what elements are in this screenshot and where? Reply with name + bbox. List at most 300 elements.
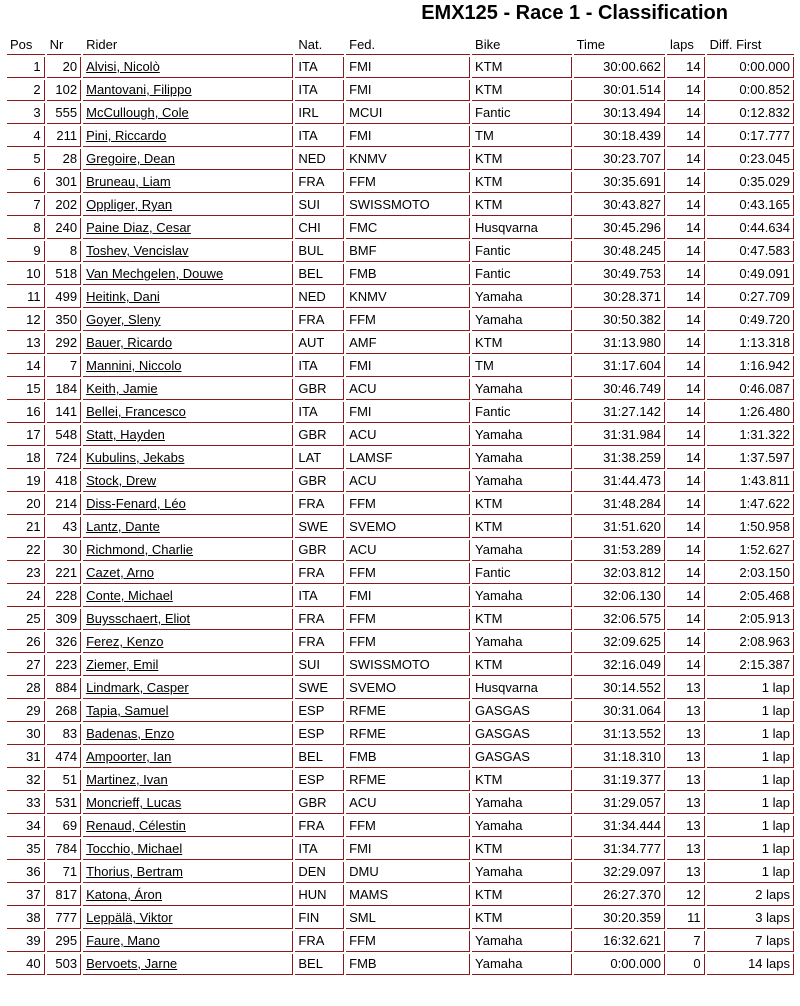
laps-cell: 14 <box>667 448 705 469</box>
diff-cell: 1 lap <box>707 862 794 883</box>
number-cell: 531 <box>47 793 82 814</box>
bike-cell: Fantic <box>472 241 572 262</box>
pos-cell: 4 <box>7 126 45 147</box>
nationality-cell: HUN <box>295 885 344 906</box>
federation-cell: AMF <box>346 333 470 354</box>
diff-cell: 0:44.634 <box>707 218 794 239</box>
diff-cell: 0:46.087 <box>707 379 794 400</box>
col-header-bike: Bike <box>472 34 572 55</box>
bike-cell: KTM <box>472 494 572 515</box>
laps-cell: 14 <box>667 609 705 630</box>
laps-cell: 14 <box>667 103 705 124</box>
nationality-cell: ESP <box>295 724 344 745</box>
rider-link[interactable]: Martinez, Ivan <box>83 770 293 791</box>
pos-cell: 2 <box>7 80 45 101</box>
number-cell: 884 <box>47 678 82 699</box>
laps-cell: 13 <box>667 793 705 814</box>
time-cell: 30:35.691 <box>574 172 665 193</box>
pos-cell: 35 <box>7 839 45 860</box>
bike-cell: Husqvarna <box>472 678 572 699</box>
nationality-cell: IRL <box>295 103 344 124</box>
nationality-cell: ITA <box>295 57 344 78</box>
rider-link[interactable]: Keith, Jamie <box>83 379 293 400</box>
rider-link[interactable]: Pini, Riccardo <box>83 126 293 147</box>
time-cell: 31:44.473 <box>574 471 665 492</box>
nationality-cell: ITA <box>295 586 344 607</box>
federation-cell: DMU <box>346 862 470 883</box>
rider-link[interactable]: Gregoire, Dean <box>83 149 293 170</box>
nationality-cell: CHI <box>295 218 344 239</box>
diff-cell: 2 laps <box>707 885 794 906</box>
pos-cell: 30 <box>7 724 45 745</box>
time-cell: 31:53.289 <box>574 540 665 561</box>
diff-cell: 2:05.468 <box>707 586 794 607</box>
number-cell: 83 <box>47 724 82 745</box>
table-row <box>7 471 794 492</box>
laps-cell: 12 <box>667 885 705 906</box>
number-cell: 784 <box>47 839 82 860</box>
federation-cell: FMB <box>346 264 470 285</box>
time-cell: 30:23.707 <box>574 149 665 170</box>
rider-link[interactable]: Bruneau, Liam <box>83 172 293 193</box>
table-row <box>7 80 794 101</box>
laps-cell: 14 <box>667 655 705 676</box>
laps-cell: 14 <box>667 264 705 285</box>
rider-link[interactable]: Goyer, Sleny <box>83 310 293 331</box>
pos-cell: 34 <box>7 816 45 837</box>
laps-cell: 13 <box>667 839 705 860</box>
bike-cell: GASGAS <box>472 724 572 745</box>
time-cell: 30:28.371 <box>574 287 665 308</box>
laps-cell: 14 <box>667 241 705 262</box>
federation-cell: SWISSMOTO <box>346 655 470 676</box>
laps-cell: 14 <box>667 287 705 308</box>
diff-cell: 0:49.720 <box>707 310 794 331</box>
nationality-cell: FRA <box>295 494 344 515</box>
pos-cell: 22 <box>7 540 45 561</box>
time-cell: 31:34.777 <box>574 839 665 860</box>
federation-cell: FMI <box>346 57 470 78</box>
rider-link[interactable]: Katona, Áron <box>83 885 293 906</box>
laps-cell: 14 <box>667 218 705 239</box>
nationality-cell: NED <box>295 287 344 308</box>
bike-cell: Yamaha <box>472 954 572 975</box>
col-header-time: Time <box>574 34 665 55</box>
time-cell: 30:14.552 <box>574 678 665 699</box>
laps-cell: 14 <box>667 80 705 101</box>
rider-link[interactable]: Thorius, Bertram <box>83 862 293 883</box>
pos-cell: 24 <box>7 586 45 607</box>
number-cell: 30 <box>47 540 82 561</box>
federation-cell: FFM <box>346 609 470 630</box>
time-cell: 30:49.753 <box>574 264 665 285</box>
table-row <box>7 586 794 607</box>
time-cell: 31:34.444 <box>574 816 665 837</box>
nationality-cell: ITA <box>295 356 344 377</box>
laps-cell: 13 <box>667 862 705 883</box>
bike-cell: KTM <box>472 149 572 170</box>
number-cell: 184 <box>47 379 82 400</box>
bike-cell: Yamaha <box>472 287 572 308</box>
number-cell: 350 <box>47 310 82 331</box>
laps-cell: 14 <box>667 379 705 400</box>
number-cell: 295 <box>47 931 82 952</box>
table-row <box>7 540 794 561</box>
pos-cell: 28 <box>7 678 45 699</box>
rider-link[interactable]: Badenas, Enzo <box>83 724 293 745</box>
nationality-cell: LAT <box>295 448 344 469</box>
number-cell: 141 <box>47 402 82 423</box>
table-row <box>7 770 794 791</box>
rider-link[interactable]: Alvisi, Nicolò <box>83 57 293 78</box>
pos-cell: 11 <box>7 287 45 308</box>
rider-link[interactable]: Ferez, Kenzo <box>83 632 293 653</box>
page-title: EMX125 - Race 1 - Classification <box>421 2 728 24</box>
time-cell: 31:18.310 <box>574 747 665 768</box>
diff-cell: 1 lap <box>707 724 794 745</box>
table-row <box>7 310 794 331</box>
bike-cell: KTM <box>472 885 572 906</box>
number-cell: 418 <box>47 471 82 492</box>
number-cell: 202 <box>47 195 82 216</box>
pos-cell: 20 <box>7 494 45 515</box>
federation-cell: KNMV <box>346 287 470 308</box>
diff-cell: 0:23.045 <box>707 149 794 170</box>
classification-rows <box>7 57 794 975</box>
number-cell: 518 <box>47 264 82 285</box>
number-cell: 223 <box>47 655 82 676</box>
rider-link[interactable]: Conte, Michael <box>83 586 293 607</box>
federation-cell: FMI <box>346 126 470 147</box>
rider-link[interactable]: Paine Diaz, Cesar <box>83 218 293 239</box>
bike-cell: Yamaha <box>472 425 572 446</box>
number-cell: 326 <box>47 632 82 653</box>
rider-link[interactable]: Richmond, Charlie <box>83 540 293 561</box>
pos-cell: 23 <box>7 563 45 584</box>
bike-cell: Yamaha <box>472 379 572 400</box>
rider-link[interactable]: Bauer, Ricardo <box>83 333 293 354</box>
number-cell: 817 <box>47 885 82 906</box>
time-cell: 30:20.359 <box>574 908 665 929</box>
diff-cell: 0:17.777 <box>707 126 794 147</box>
bike-cell: KTM <box>472 655 572 676</box>
number-cell: 240 <box>47 218 82 239</box>
diff-cell: 1:50.958 <box>707 517 794 538</box>
diff-cell: 1:13.318 <box>707 333 794 354</box>
pos-cell: 12 <box>7 310 45 331</box>
table-row <box>7 356 794 377</box>
laps-cell: 14 <box>667 172 705 193</box>
federation-cell: ACU <box>346 425 470 446</box>
rider-link[interactable]: Kubulins, Jekabs <box>83 448 293 469</box>
bike-cell: Yamaha <box>472 586 572 607</box>
federation-cell: FMB <box>346 954 470 975</box>
pos-cell: 5 <box>7 149 45 170</box>
table-row <box>7 885 794 906</box>
number-cell: 28 <box>47 149 82 170</box>
classification-table <box>5 32 796 977</box>
number-cell: 499 <box>47 287 82 308</box>
diff-cell: 3 laps <box>707 908 794 929</box>
time-cell: 30:46.749 <box>574 379 665 400</box>
nationality-cell: GBR <box>295 425 344 446</box>
nationality-cell: ITA <box>295 126 344 147</box>
rider-link[interactable]: Mantovani, Filippo <box>83 80 293 101</box>
diff-cell: 1 lap <box>707 701 794 722</box>
pos-cell: 15 <box>7 379 45 400</box>
laps-cell: 13 <box>667 747 705 768</box>
laps-cell: 14 <box>667 310 705 331</box>
table-row <box>7 747 794 768</box>
nationality-cell: GBR <box>295 793 344 814</box>
laps-cell: 14 <box>667 540 705 561</box>
table-row <box>7 724 794 745</box>
bike-cell: KTM <box>472 195 572 216</box>
rider-link[interactable]: Lindmark, Casper <box>83 678 293 699</box>
nationality-cell: FRA <box>295 816 344 837</box>
laps-cell: 14 <box>667 57 705 78</box>
rider-link[interactable]: Heitink, Dani <box>83 287 293 308</box>
number-cell: 69 <box>47 816 82 837</box>
laps-cell: 13 <box>667 816 705 837</box>
diff-cell: 1:37.597 <box>707 448 794 469</box>
time-cell: 30:00.662 <box>574 57 665 78</box>
pos-cell: 31 <box>7 747 45 768</box>
number-cell: 268 <box>47 701 82 722</box>
nationality-cell: ITA <box>295 80 344 101</box>
rider-link[interactable]: Van Mechgelen, Douwe <box>83 264 293 285</box>
rider-link[interactable]: Statt, Hayden <box>83 425 293 446</box>
time-cell: 30:13.494 <box>574 103 665 124</box>
diff-cell: 0:43.165 <box>707 195 794 216</box>
bike-cell: Yamaha <box>472 931 572 952</box>
rider-link[interactable]: Bervoets, Jarne <box>83 954 293 975</box>
number-cell: 71 <box>47 862 82 883</box>
federation-cell: RFME <box>346 770 470 791</box>
number-cell: 7 <box>47 356 82 377</box>
time-cell: 31:48.284 <box>574 494 665 515</box>
nationality-cell: GBR <box>295 471 344 492</box>
number-cell: 228 <box>47 586 82 607</box>
number-cell: 8 <box>47 241 82 262</box>
federation-cell: SVEMO <box>346 517 470 538</box>
table-row <box>7 517 794 538</box>
pos-cell: 19 <box>7 471 45 492</box>
bike-cell: KTM <box>472 770 572 791</box>
table-row <box>7 379 794 400</box>
nationality-cell: BEL <box>295 954 344 975</box>
number-cell: 211 <box>47 126 82 147</box>
laps-cell: 14 <box>667 402 705 423</box>
laps-cell: 14 <box>667 471 705 492</box>
time-cell: 31:51.620 <box>574 517 665 538</box>
table-row <box>7 425 794 446</box>
nationality-cell: FRA <box>295 931 344 952</box>
laps-cell: 14 <box>667 494 705 515</box>
table-row <box>7 609 794 630</box>
diff-cell: 1 lap <box>707 747 794 768</box>
table-row <box>7 195 794 216</box>
bike-cell: Yamaha <box>472 540 572 561</box>
header-row <box>7 34 794 55</box>
nationality-cell: FRA <box>295 609 344 630</box>
table-row <box>7 333 794 354</box>
bike-cell: GASGAS <box>472 747 572 768</box>
rider-link[interactable]: Buysschaert, Eliot <box>83 609 293 630</box>
nationality-cell: BEL <box>295 264 344 285</box>
table-row <box>7 126 794 147</box>
bike-cell: TM <box>472 356 572 377</box>
nationality-cell: SWE <box>295 678 344 699</box>
federation-cell: ACU <box>346 540 470 561</box>
nationality-cell: SUI <box>295 655 344 676</box>
nationality-cell: GBR <box>295 540 344 561</box>
laps-cell: 11 <box>667 908 705 929</box>
number-cell: 309 <box>47 609 82 630</box>
diff-cell: 1:52.627 <box>707 540 794 561</box>
table-row <box>7 103 794 124</box>
federation-cell: KNMV <box>346 149 470 170</box>
table-row <box>7 287 794 308</box>
table-row <box>7 57 794 78</box>
federation-cell: MCUI <box>346 103 470 124</box>
nationality-cell: ESP <box>295 701 344 722</box>
laps-cell: 14 <box>667 333 705 354</box>
time-cell: 30:43.827 <box>574 195 665 216</box>
rider-link[interactable]: Faure, Mano <box>83 931 293 952</box>
time-cell: 32:06.575 <box>574 609 665 630</box>
bike-cell: KTM <box>472 609 572 630</box>
federation-cell: BMF <box>346 241 470 262</box>
laps-cell: 13 <box>667 770 705 791</box>
time-cell: 31:13.980 <box>574 333 665 354</box>
rider-link[interactable]: Stock, Drew <box>83 471 293 492</box>
diff-cell: 1 lap <box>707 816 794 837</box>
rider-link[interactable]: Lantz, Dante <box>83 517 293 538</box>
pos-cell: 14 <box>7 356 45 377</box>
diff-cell: 0:12.832 <box>707 103 794 124</box>
pos-cell: 16 <box>7 402 45 423</box>
number-cell: 301 <box>47 172 82 193</box>
nationality-cell: FRA <box>295 563 344 584</box>
rider-link[interactable]: Moncrieff, Lucas <box>83 793 293 814</box>
table-row <box>7 954 794 975</box>
pos-cell: 18 <box>7 448 45 469</box>
rider-link[interactable]: Tapia, Samuel <box>83 701 293 722</box>
rider-link[interactable]: Leppälä, Viktor <box>83 908 293 929</box>
table-row <box>7 172 794 193</box>
federation-cell: FFM <box>346 172 470 193</box>
table-row <box>7 655 794 676</box>
pos-cell: 37 <box>7 885 45 906</box>
rider-link[interactable]: Bellei, Francesco <box>83 402 293 423</box>
laps-cell: 13 <box>667 701 705 722</box>
diff-cell: 1:16.942 <box>707 356 794 377</box>
federation-cell: ACU <box>346 379 470 400</box>
nationality-cell: FRA <box>295 632 344 653</box>
bike-cell: Husqvarna <box>472 218 572 239</box>
federation-cell: FMI <box>346 402 470 423</box>
bike-cell: Yamaha <box>472 793 572 814</box>
col-header-pos: Pos <box>7 34 45 55</box>
rider-link[interactable]: Toshev, Vencislav <box>83 241 293 262</box>
nationality-cell: SWE <box>295 517 344 538</box>
diff-cell: 1:26.480 <box>707 402 794 423</box>
federation-cell: FFM <box>346 494 470 515</box>
federation-cell: ACU <box>346 471 470 492</box>
federation-cell: SWISSMOTO <box>346 195 470 216</box>
federation-cell: MAMS <box>346 885 470 906</box>
laps-cell: 14 <box>667 563 705 584</box>
table-row <box>7 931 794 952</box>
diff-cell: 7 laps <box>707 931 794 952</box>
time-cell: 30:31.064 <box>574 701 665 722</box>
time-cell: 32:03.812 <box>574 563 665 584</box>
nationality-cell: FRA <box>295 310 344 331</box>
rider-link[interactable]: Renaud, Célestin <box>83 816 293 837</box>
federation-cell: RFME <box>346 724 470 745</box>
laps-cell: 7 <box>667 931 705 952</box>
number-cell: 20 <box>47 57 82 78</box>
bike-cell: TM <box>472 126 572 147</box>
laps-cell: 0 <box>667 954 705 975</box>
bike-cell: Yamaha <box>472 310 572 331</box>
diff-cell: 0:00.852 <box>707 80 794 101</box>
rider-link[interactable]: Oppliger, Ryan <box>83 195 293 216</box>
bike-cell: KTM <box>472 333 572 354</box>
rider-link[interactable]: McCullough, Cole <box>83 103 293 124</box>
time-cell: 0:00.000 <box>574 954 665 975</box>
col-header-diff: Diff. First <box>707 34 794 55</box>
rider-link[interactable]: Ziemer, Emil <box>83 655 293 676</box>
time-cell: 31:31.984 <box>574 425 665 446</box>
diff-cell: 0:49.091 <box>707 264 794 285</box>
pos-cell: 6 <box>7 172 45 193</box>
federation-cell: FMI <box>346 356 470 377</box>
nationality-cell: FRA <box>295 172 344 193</box>
bike-cell: KTM <box>472 172 572 193</box>
pos-cell: 13 <box>7 333 45 354</box>
table-row <box>7 241 794 262</box>
diff-cell: 1 lap <box>707 770 794 791</box>
col-header-nr: Nr <box>47 34 82 55</box>
rider-link[interactable]: Cazet, Arno <box>83 563 293 584</box>
rider-link[interactable]: Ampoorter, Ian <box>83 747 293 768</box>
table-row <box>7 862 794 883</box>
bike-cell: Yamaha <box>472 632 572 653</box>
diff-cell: 0:35.029 <box>707 172 794 193</box>
pos-cell: 17 <box>7 425 45 446</box>
diff-cell: 1:31.322 <box>707 425 794 446</box>
time-cell: 31:38.259 <box>574 448 665 469</box>
laps-cell: 14 <box>667 632 705 653</box>
pos-cell: 32 <box>7 770 45 791</box>
time-cell: 31:27.142 <box>574 402 665 423</box>
pos-cell: 21 <box>7 517 45 538</box>
table-row <box>7 793 794 814</box>
federation-cell: SVEMO <box>346 678 470 699</box>
col-header-laps: laps <box>667 34 705 55</box>
laps-cell: 13 <box>667 724 705 745</box>
table-row <box>7 632 794 653</box>
rider-link[interactable]: Diss-Fenard, Léo <box>83 494 293 515</box>
table-row <box>7 678 794 699</box>
pos-cell: 27 <box>7 655 45 676</box>
rider-link[interactable]: Tocchio, Michael <box>83 839 293 860</box>
federation-cell: FFM <box>346 310 470 331</box>
rider-link[interactable]: Mannini, Niccolo <box>83 356 293 377</box>
time-cell: 26:27.370 <box>574 885 665 906</box>
